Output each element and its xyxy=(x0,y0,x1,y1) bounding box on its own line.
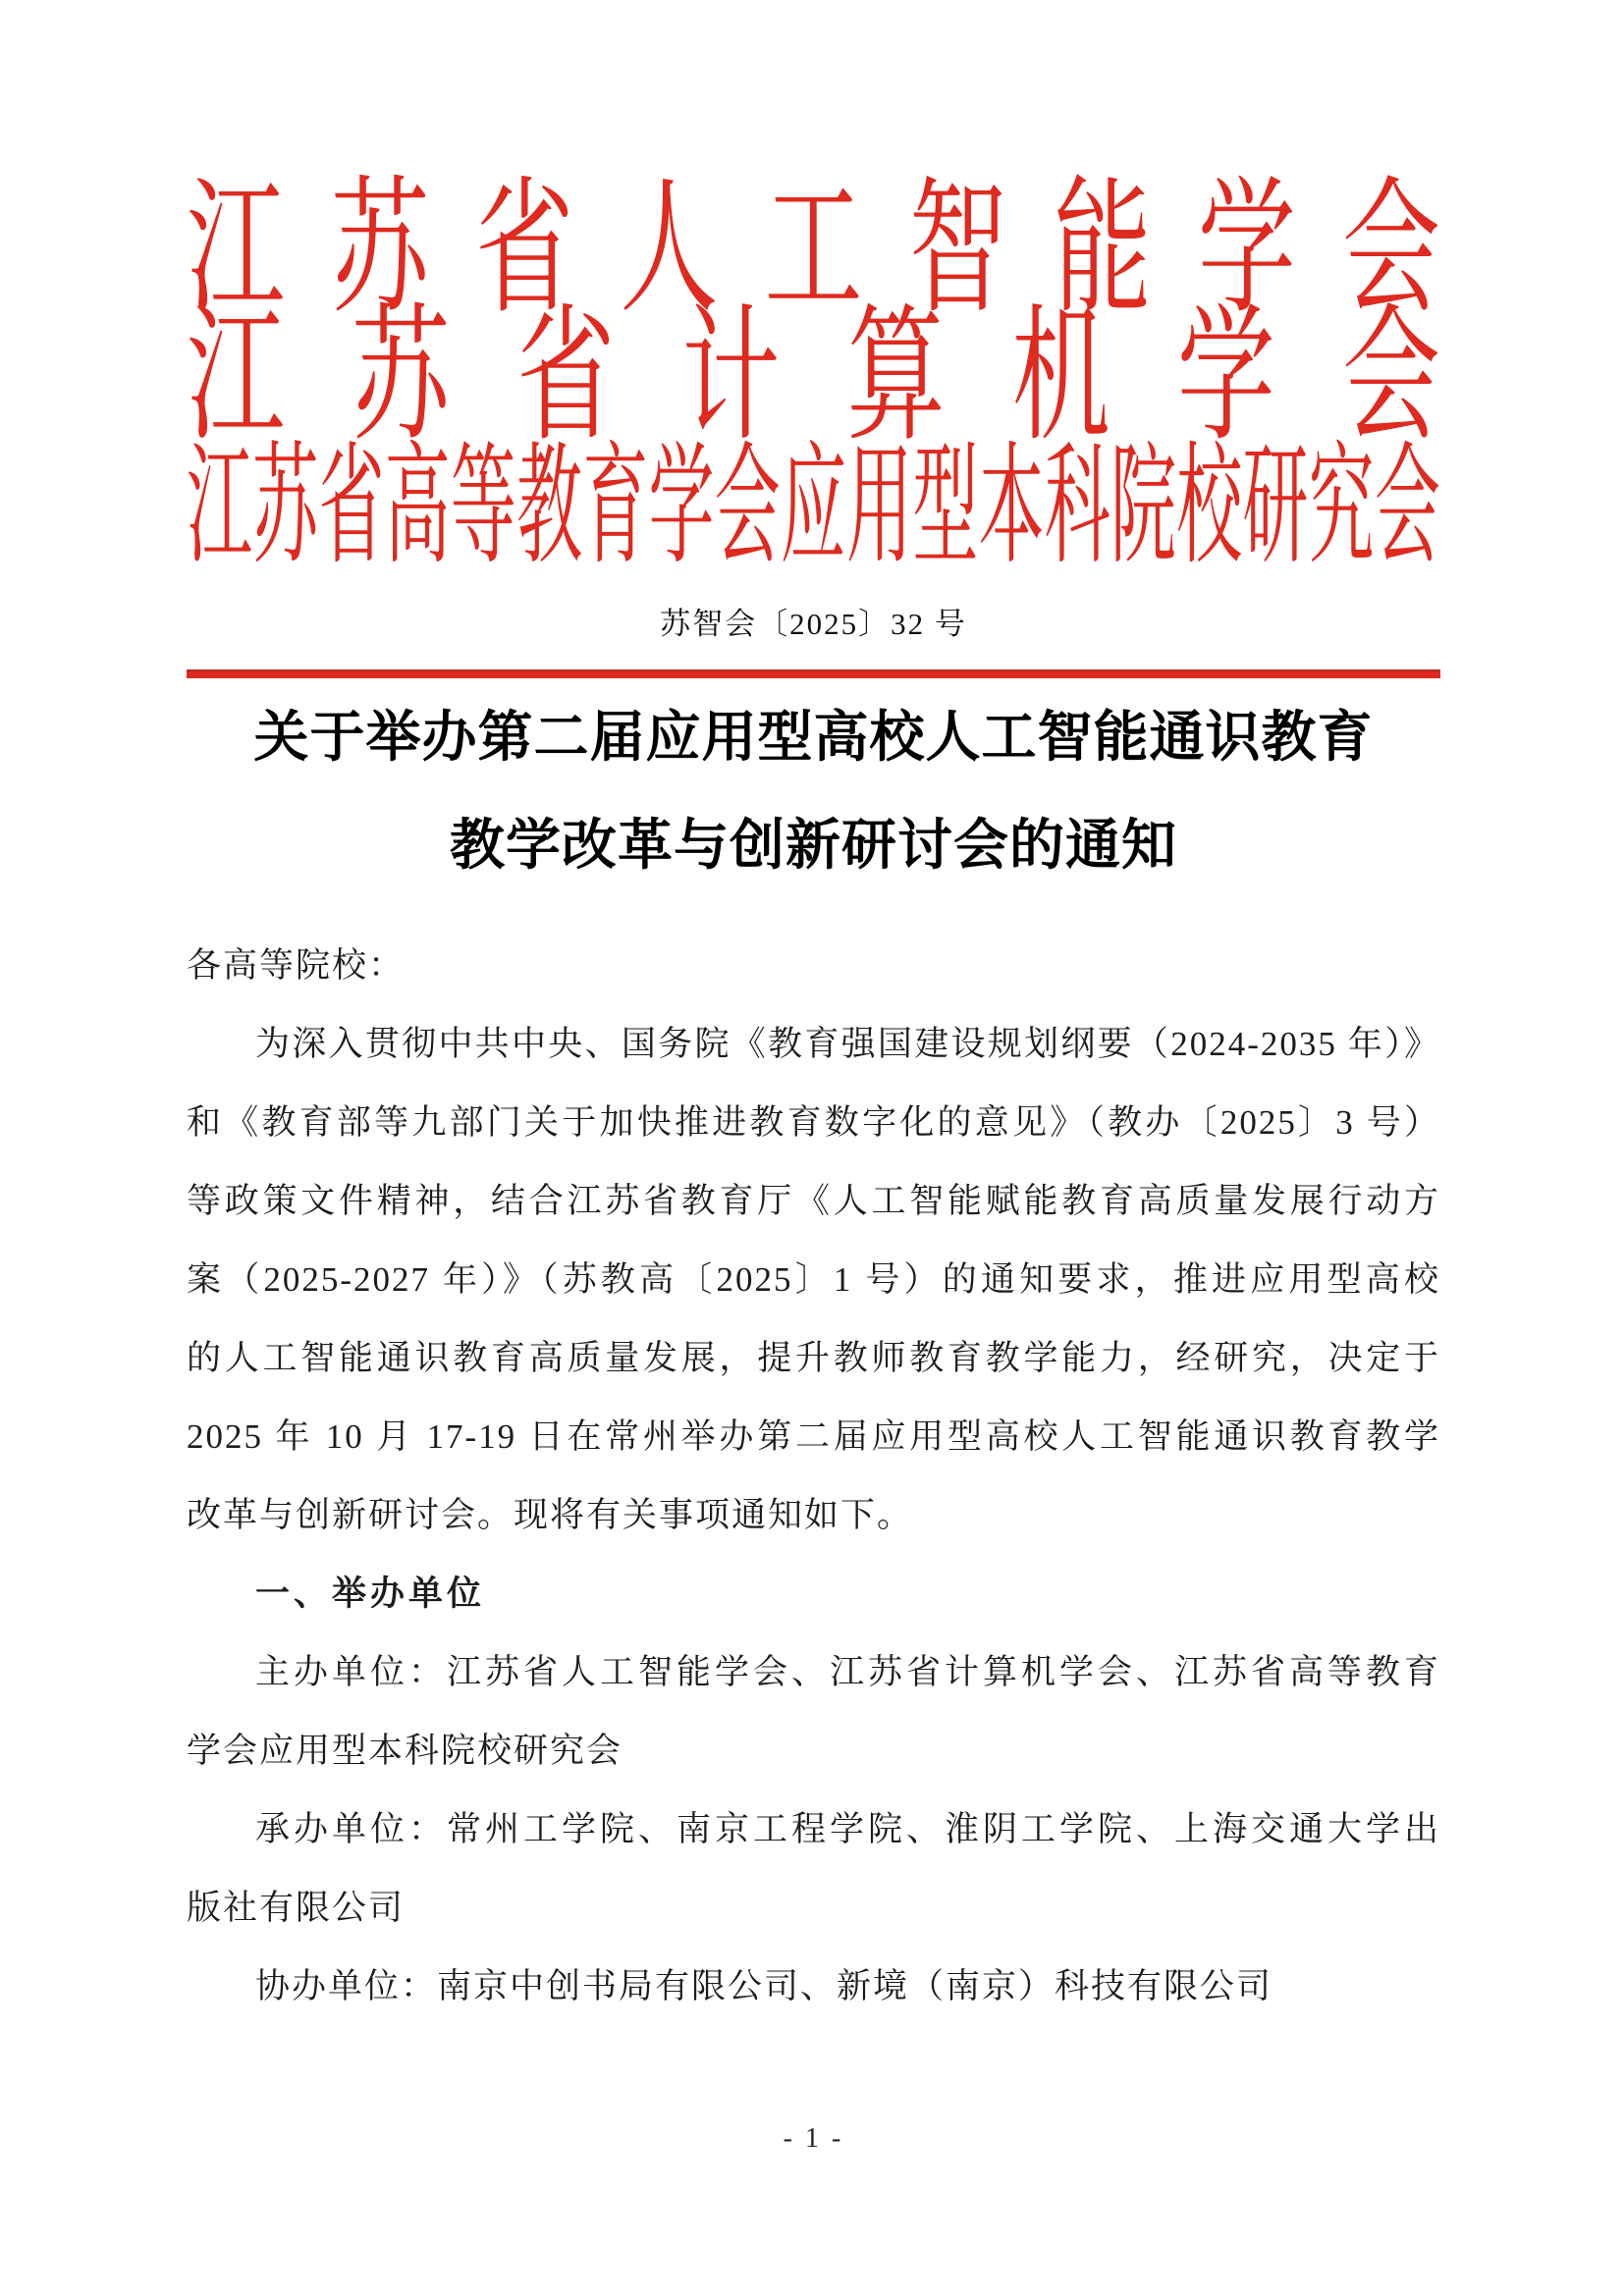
red-divider-rule xyxy=(187,669,1440,678)
letterhead-character: 江 xyxy=(187,295,285,459)
body-line: 各高等院校： xyxy=(187,946,406,985)
letterhead-org-2 xyxy=(187,295,1440,459)
letterhead-character: 苏 xyxy=(352,295,451,459)
letterhead-character: 机 xyxy=(1011,295,1110,459)
body-line: 等政策文件精神，结合江苏省教育厅《人工智能赋能教育高质量发展行动方 xyxy=(187,1182,1440,1220)
body-line: 改革与创新研讨会。现将有关事项通知如下。 xyxy=(187,1496,914,1534)
letterhead-character: 学 xyxy=(1197,168,1296,332)
letterhead-character: 智 xyxy=(908,168,1007,332)
body-line: 学会应用型本科院校研究会 xyxy=(187,1732,623,1770)
letterhead-character: 校 xyxy=(1176,435,1243,580)
letterhead-character: 本 xyxy=(978,435,1045,580)
section-heading: 一、举办单位 xyxy=(255,1575,486,1613)
letterhead-character: 高 xyxy=(384,435,451,580)
letterhead-character: 工 xyxy=(764,168,863,332)
letterhead-character: 科 xyxy=(1044,435,1110,580)
notice-title xyxy=(187,684,1440,900)
letterhead-character: 会 xyxy=(1341,295,1440,459)
body-line: 主办单位：江苏省人工智能学会、江苏省计算机学会、江苏省高等教育 xyxy=(255,1653,1440,1691)
letterhead-character: 学 xyxy=(1176,295,1275,459)
letterhead-character: 育 xyxy=(582,435,649,580)
letterhead-character: 院 xyxy=(1110,435,1177,580)
letterhead-character: 等 xyxy=(450,435,516,580)
letterhead-character: 会 xyxy=(1374,435,1440,580)
document-number: 苏智会〔2025〕32 号 xyxy=(660,607,967,641)
letterhead-character: 用 xyxy=(846,435,913,580)
letterhead-character: 型 xyxy=(912,435,979,580)
body-line: 承办单位：常州工学院、南京工程学院、淮阴工学院、上海交通大学出 xyxy=(255,1810,1440,1848)
letterhead-character: 苏 xyxy=(252,435,319,580)
letterhead-character: 苏 xyxy=(331,168,430,332)
letterhead-character: 研 xyxy=(1242,435,1309,580)
letterhead-character: 应 xyxy=(780,435,846,580)
letterhead-character: 能 xyxy=(1053,168,1152,332)
letterhead-character: 江 xyxy=(187,435,252,580)
body-line: 案（2025-2027 年）》（苏教高〔2025〕1 号）的通知要求，推进应用型高校 xyxy=(187,1260,1440,1299)
page-number: - 1 - xyxy=(783,2123,844,2154)
notice-title-line-1: 关于举办第二届应用型高校人工智能通识教育 xyxy=(253,708,1374,769)
letterhead-org-1 xyxy=(187,168,1440,332)
letterhead-character: 省 xyxy=(516,295,616,459)
letterhead-character: 算 xyxy=(846,295,946,459)
letterhead-character: 会 xyxy=(714,435,781,580)
letterhead-character: 省 xyxy=(318,435,385,580)
body-line: 版社有限公司 xyxy=(187,1889,406,1927)
letterhead-character: 江 xyxy=(187,168,285,332)
body-line: 协办单位：南京中创书局有限公司、新境（南京）科技有限公司 xyxy=(255,1967,1273,2005)
letterhead-character: 究 xyxy=(1308,435,1375,580)
body-line: 为深入贯彻中共中央、国务院《教育强国建设规划纲要（2024-2035 年）》 xyxy=(255,1025,1440,1063)
letterhead-character: 人 xyxy=(620,168,719,332)
letterhead-org-3 xyxy=(187,435,1440,580)
body-line: 和《教育部等九部门关于加快推进教育数字化的意见》（教办〔2025〕3 号） xyxy=(187,1103,1440,1142)
letterhead-character: 学 xyxy=(648,435,715,580)
letterhead-character: 教 xyxy=(516,435,583,580)
letterhead-character: 计 xyxy=(681,295,781,459)
body-text xyxy=(187,927,1440,2026)
body-line: 的人工智能通识教育高质量发展，提升教师教育教学能力，经研究，决定于 xyxy=(187,1339,1440,1377)
notice-title-line-2: 教学改革与创新研讨会的通知 xyxy=(450,816,1177,877)
letterhead-character: 省 xyxy=(475,168,574,332)
body-line: 2025 年 10 月 17-19 日在常州举办第二届应用型高校人工智能通识教育教学 xyxy=(187,1417,1440,1456)
letterhead-character: 会 xyxy=(1342,168,1440,332)
